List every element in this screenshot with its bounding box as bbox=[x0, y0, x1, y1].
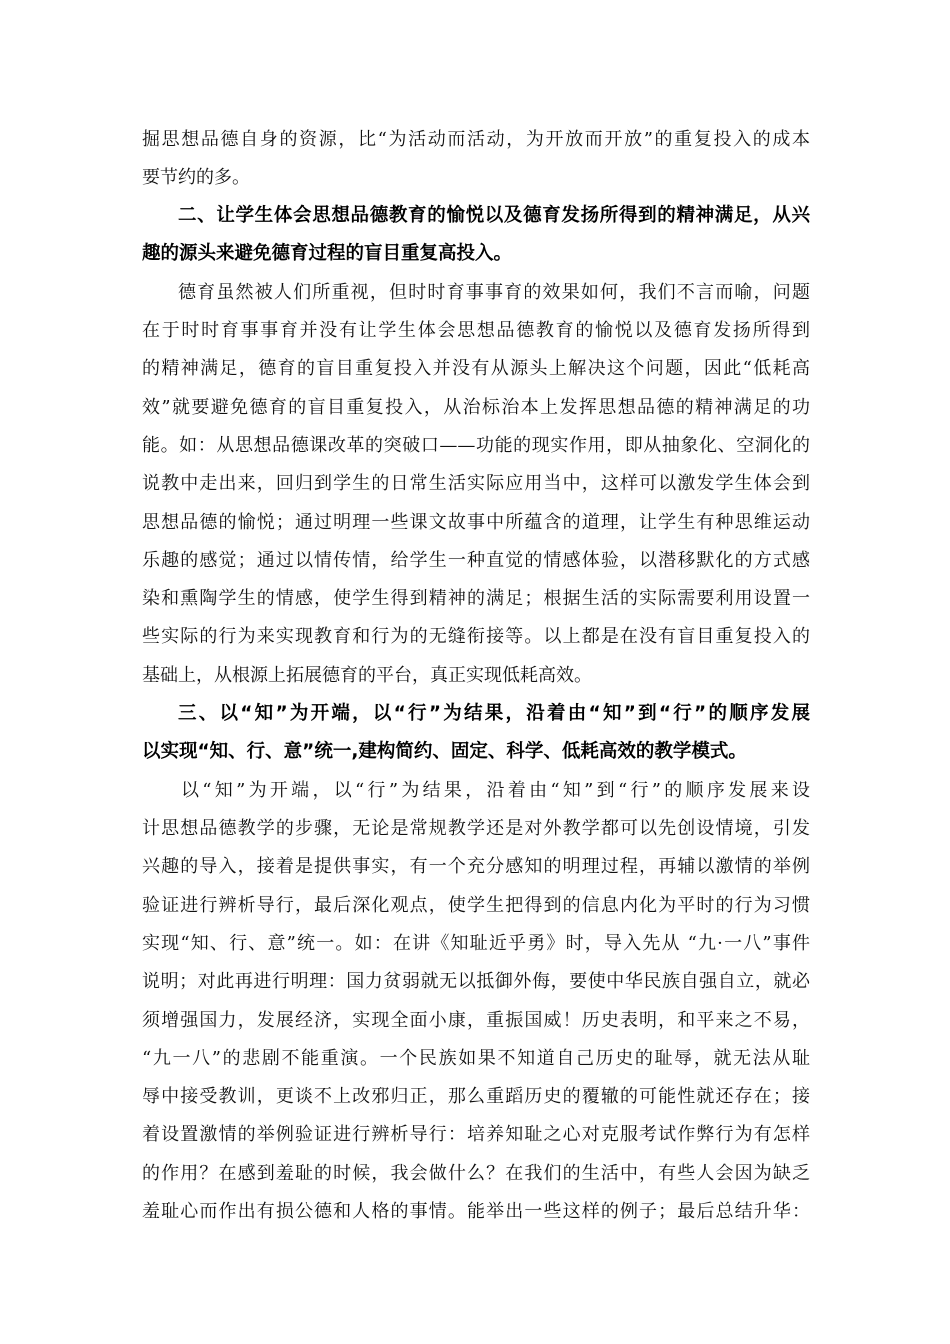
text-line: 说明；对此再进行明理：国力贫弱就无以抵御外侮，要使中华民族自强自立，就必 bbox=[142, 971, 810, 992]
text-line: “九一八”的悲剧不能重演。一个民族如果不知道自己历史的耻辱，就无法从耻 bbox=[142, 1048, 810, 1069]
text-line: 须增强国力，发展经济，实现全面小康，重振国威！历史表明，和平来之不易， bbox=[142, 1010, 810, 1031]
section-heading-2-line-2: 趣的源头来避免德育过程的盲目重复高投入。 bbox=[142, 243, 513, 264]
text-line: 说教中走出来，回归到学生的日常生活实际应用当中，这样可以激发学生体会到 bbox=[142, 473, 810, 494]
text-line: 乐趣的感觉；通过以情传情，给学生一种直觉的情感体验，以潜移默化的方式感 bbox=[142, 550, 810, 571]
text-line: 在于时时育事事育并没有让学生体会思想品德教育的愉悦以及德育发扬所得到 bbox=[142, 320, 810, 341]
text-line: 计思想品德教学的步骤，无论是常规教学还是对外教学都可以先创设情境，引发 bbox=[142, 818, 810, 839]
text-line: 基础上，从根源上拓展德育的平台，真正实现低耗高效。 bbox=[142, 665, 592, 686]
text-line: 实现“知、行、意”统一。如：在讲《知耻近乎勇》时，导入先从 “九·一八”事件 bbox=[142, 933, 810, 954]
text-line: 要节约的多。 bbox=[142, 167, 250, 188]
text-line: 以“知”为开端，以“行”为结果，沿着由“知”到“行”的顺序发展来设 bbox=[181, 780, 810, 801]
text-line: 着设置激情的举例验证进行辨析导行：培养知耻之心对克服考试作弊行为有怎样 bbox=[142, 1124, 810, 1145]
text-line: 辱中接受教训，更谈不上改邪归正，那么重蹈历史的覆辙的可能性就还存在；接 bbox=[142, 1086, 810, 1107]
text-line: 能。如：从思想品德课改革的突破口——功能的现实作用，即从抽象化、空洞化的 bbox=[142, 435, 810, 456]
text-line: 思想品德的愉悦；通过明理一些课文故事中所蕴含的道理，让学生有种思维运动 bbox=[142, 512, 810, 533]
text-line: 掘思想品德自身的资源，比“为活动而活动，为开放而开放”的重复投入的成本 bbox=[142, 129, 810, 150]
section-heading-3-line-1: 三、以“知”为开端，以“行”为结果，沿着由“知”到“行”的顺序发展 bbox=[178, 703, 810, 724]
section-heading-3-line-2: 以实现“知、行、意”统一,建构简约、固定、科学、低耗高效的教学模式。 bbox=[142, 741, 747, 762]
text-line: 兴趣的导入，接着是提供事实，有一个充分感知的明理过程，再辅以激情的举例 bbox=[142, 856, 810, 877]
text-line: 染和熏陶学生的情感，使学生得到精神的满足；根据生活的实际需要利用设置一 bbox=[142, 588, 810, 609]
text-line: 德育虽然被人们所重视，但时时育事事育的效果如何，我们不言而喻，问题 bbox=[178, 282, 810, 303]
text-line: 些实际的行为来实现教育和行为的无缝衔接等。以上都是在没有盲目重复投入的 bbox=[142, 626, 810, 647]
text-line: 羞耻心而作出有损公德和人格的事情。能举出一些这样的例子；最后总结升华： bbox=[142, 1201, 810, 1222]
text-line: 的作用？在感到羞耻的时候，我会做什么？在我们的生活中，有些人会因为缺乏 bbox=[142, 1163, 810, 1184]
text-line: 效”就要避免德育的盲目重复投入，从治标治本上发挥思想品德的精神满足的功 bbox=[142, 397, 810, 418]
text-line: 验证进行辨析导行，最后深化观点，使学生把得到的信息内化为平时的行为习惯 bbox=[142, 895, 810, 916]
text-line: 的精神满足，德育的盲目重复投入并没有从源头上解决这个问题，因此“低耗高 bbox=[142, 358, 810, 379]
section-heading-2-line-1: 二、让学生体会思想品德教育的愉悦以及德育发扬所得到的精神满足，从兴 bbox=[178, 205, 810, 226]
